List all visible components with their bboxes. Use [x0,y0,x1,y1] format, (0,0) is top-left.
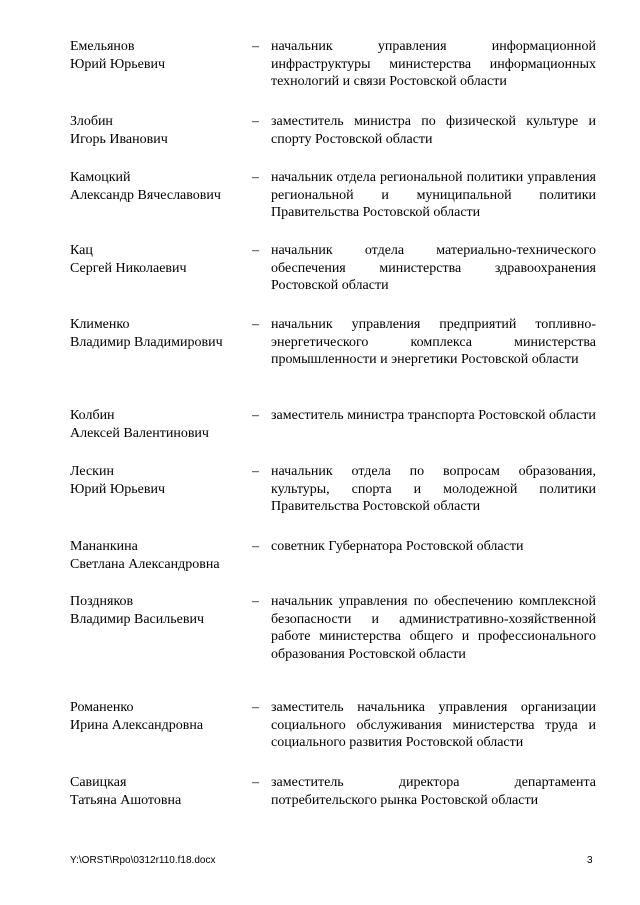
position-description: начальник управления предприятий топливно-энергетического комплекса министерства промышленности и энергетики Ростовской области [271,317,596,367]
position-description: заместитель министра по физической культуре и спорту Ростовской области [271,114,596,147]
dash: – [252,594,259,609]
given-names: Татьяна Ашотовна [70,792,182,808]
surname: Камоцкий [70,170,131,185]
given-names: Владимир Васильевич [70,611,204,627]
surname: Савицкая [70,775,127,790]
surname: Емельянов [70,39,135,54]
surname: Мананкина [70,539,138,554]
dash: – [252,114,259,129]
given-names: Владимир Владимирович [70,334,223,350]
surname: Романенко [70,700,134,715]
dash: – [252,39,259,54]
person-name [70,538,250,573]
person-name [70,774,250,809]
person-name [70,113,250,148]
position-description: заместитель министра транспорта Ростовской области [271,408,596,423]
position-description: заместитель директора департамента потребительского рынка Ростовской области [271,775,596,808]
person-name [70,169,250,204]
dash: – [252,464,259,479]
position-description: заместитель начальника управления организации социального обслуживания министерства труда и социального развития Ростовской области [271,700,596,750]
person-name [70,463,250,498]
page-number: 3 [587,855,593,866]
person-name [70,593,250,628]
dash: – [252,775,259,790]
given-names: Александр Вячеславович [70,187,221,203]
position-description: начальник отдела материально-технического обеспечения министерства здравоохранения Ростовской области [271,243,596,293]
person-name [70,699,250,734]
dash: – [252,317,259,332]
given-names: Юрий Юрьевич [70,56,166,72]
given-names: Игорь Иванович [70,131,168,147]
given-names: Юрий Юрьевич [70,481,166,497]
position-description: начальник управления по обеспечению комплексной безопасности и административно-хозяйственной работе министерства общего и профессионального образования Ростовской области [271,594,596,662]
dash: – [252,408,259,423]
dash: – [252,243,259,258]
person-name [70,242,250,277]
person-name [70,38,250,73]
footer-file-path: Y:\ORST\Rpo\0312r110.f18.docx [70,855,216,866]
given-names: Ирина Александровна [70,717,204,733]
surname: Лескин [70,464,114,479]
surname: Клименко [70,317,130,332]
surname: Колбин [70,408,115,423]
dash: – [252,700,259,715]
person-name [70,407,250,442]
surname: Поздняков [70,594,134,609]
given-names: Алексей Валентинович [70,425,209,441]
surname: Кац [70,243,93,258]
surname: Злобин [70,114,113,129]
person-name [70,316,250,351]
position-description: начальник управления информационной инфраструктуры министерства информационных технологий и связи Ростовской области [271,39,596,89]
dash: – [252,539,259,554]
dash: – [252,170,259,185]
position-description: начальник отдела региональной политики управления региональной и муниципальной политики Правительства Ростовской области [271,170,596,220]
position-description: советник Губернатора Ростовской области [271,539,524,554]
position-description: начальник отдела по вопросам образования, культуры, спорта и молодежной политики Правительства Ростовской области [271,464,596,514]
given-names: Светлана Александровна [70,556,220,572]
given-names: Сергей Николаевич [70,260,187,276]
